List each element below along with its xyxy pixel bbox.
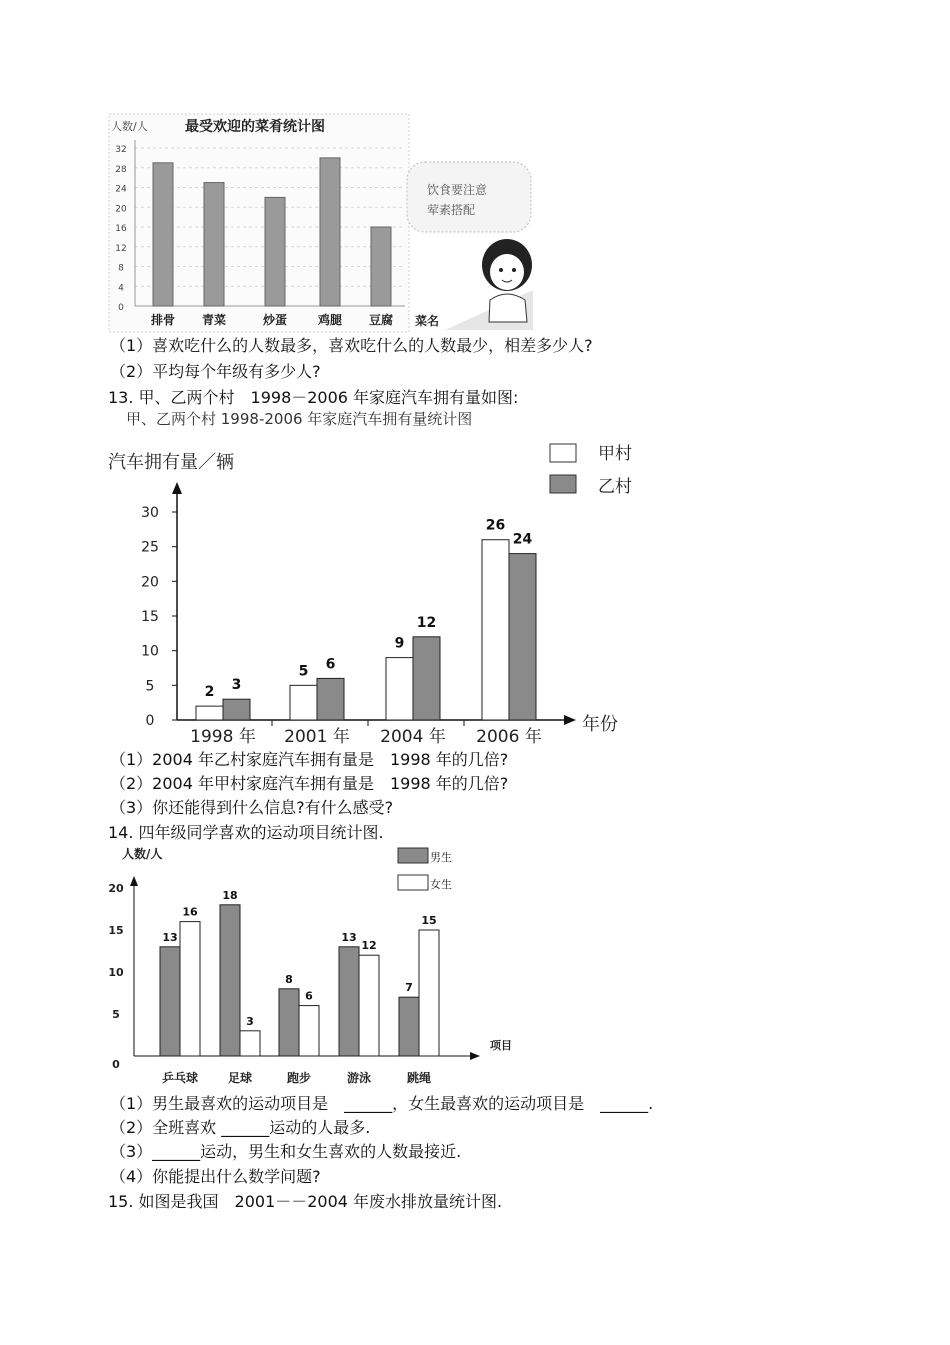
q15-heading: 15. 如图是我国 2001－－2004 年废水排放量统计图. [108, 1192, 503, 1211]
sports-category-label: 足球 [227, 1071, 253, 1085]
dish-bar [371, 227, 391, 306]
dish-category-label: 青菜 [201, 313, 227, 327]
car-bar-jia [196, 706, 223, 720]
sports-data-label: 8 [285, 972, 293, 986]
sports-bar-girl [419, 930, 439, 1056]
dish-xlabel: 菜名 [415, 314, 440, 328]
sports-data-label: 3 [246, 1014, 254, 1028]
legend-swatch-girl [398, 875, 428, 890]
sports-bar-girl [299, 1006, 319, 1056]
car-category-label: 2001 年 [284, 727, 350, 747]
note-line-1: 饮食要注意 [427, 183, 488, 197]
car-chart [100, 432, 640, 750]
car-tick-label: 20 [141, 574, 159, 591]
car-tick-label: 30 [141, 505, 159, 521]
car-data-label: 26 [485, 517, 506, 534]
note-line-2: 荤素搭配 [427, 203, 476, 217]
sports-data-label: 12 [361, 939, 377, 953]
note-cloud [407, 162, 531, 232]
sports-bar-boy [279, 989, 299, 1056]
legend-label-jia: 甲村 [598, 444, 632, 464]
dish-chart [105, 110, 535, 335]
q13-line-1: （1）2004 年乙村家庭汽车拥有量是 1998 年的几倍? [110, 750, 509, 769]
car-data-label: 24 [512, 531, 533, 548]
sports-xlabel: 项目 [490, 1039, 512, 1052]
dish-tick-label: 4 [118, 283, 124, 294]
car-data-label: 9 [394, 635, 405, 652]
dish-tick-label: 32 [115, 145, 127, 155]
sports-data-label: 15 [421, 914, 437, 927]
dish-category-label: 豆腐 [368, 313, 394, 327]
sports-bar-boy [220, 905, 240, 1056]
car-data-label: 12 [416, 614, 437, 631]
sports-data-label: 7 [405, 981, 413, 995]
sports-data-label: 13 [162, 930, 178, 944]
q13-heading: 13. 甲、乙两个村 1998－2006 年家庭汽车拥有量如图: [108, 388, 519, 407]
dish-category-label: 鸡腿 [317, 313, 343, 327]
dish-category-label: 排骨 [150, 313, 176, 327]
car-category-label: 2004 年 [380, 727, 446, 747]
sports-data-label: 13 [341, 930, 357, 944]
car-data-label: 3 [231, 677, 242, 694]
car-tick-label: 15 [141, 609, 159, 625]
legend-swatch-boy [398, 848, 428, 863]
car-bar-jia [386, 658, 413, 720]
dish-tick-label: 12 [115, 243, 127, 254]
dish-tick-label: 16 [115, 224, 127, 234]
sports-bar-girl [240, 1031, 260, 1056]
dish-bar [320, 158, 340, 306]
car-data-label: 2 [204, 684, 215, 701]
dish-tick-label: 28 [115, 164, 127, 175]
q13-line-2: （2）2004 年甲村家庭汽车拥有量是 1998 年的几倍? [110, 774, 509, 793]
car-y-arrow [172, 482, 182, 494]
sports-bar-boy [399, 997, 419, 1056]
car-bar-yi [413, 637, 440, 720]
sports-data-label: 6 [305, 989, 313, 1003]
sports-x-arrow [470, 1052, 480, 1060]
dish-ylabel: 人数/人 [111, 120, 148, 133]
sports-data-label: 18 [222, 888, 238, 902]
legend-label-yi: 乙村 [598, 477, 632, 497]
car-ylabel: 汽车拥有量／辆 [108, 452, 234, 473]
sports-y-arrow [130, 876, 138, 886]
sports-tick-label: 5 [112, 1008, 120, 1021]
q14-line-4: （4）你能提出什么数学问题? [110, 1167, 321, 1186]
dish-tick-label: 0 [118, 303, 124, 313]
dish-tick-label: 8 [118, 263, 124, 274]
q14-line-1: （1）男生最喜欢的运动项目是 ______，女生最喜欢的运动项目是 ______. [110, 1094, 654, 1113]
dish-bar [265, 197, 285, 306]
legend-label-girl: 女生 [430, 878, 452, 891]
car-tick-label: 5 [145, 678, 155, 695]
sports-chart [104, 842, 524, 1092]
dish-chart-title: 最受欢迎的菜肴统计图 [185, 119, 325, 135]
sports-bar-boy [160, 947, 180, 1056]
sports-tick-label: 15 [108, 924, 124, 937]
car-xlabel: 年份 [582, 714, 618, 735]
dish-bar [153, 163, 173, 306]
car-tick-label: 25 [141, 539, 159, 556]
legend-swatch-jia [550, 444, 576, 462]
car-bar-yi [223, 699, 250, 720]
sports-tick-label: 10 [108, 966, 124, 979]
car-category-label: 2006 年 [476, 727, 542, 747]
sports-tick-label: 20 [108, 882, 124, 895]
car-tick-label: 0 [145, 713, 155, 729]
dish-tick-label: 24 [115, 184, 127, 195]
sports-category-label: 跑步 [286, 1071, 312, 1085]
q13-chart-caption: 甲、乙两个村 1998-2006 年家庭汽车拥有量统计图 [126, 410, 473, 428]
q13-line-3: （3）你还能得到什么信息?有什么感受? [110, 798, 394, 817]
car-data-label: 5 [298, 663, 309, 680]
car-bar-jia [482, 540, 509, 720]
car-data-label: 6 [325, 656, 336, 673]
sports-bar-girl [359, 955, 379, 1056]
q12-line-1: （1）喜欢吃什么的人数最多，喜欢吃什么的人数最少，相差多少人? [110, 336, 593, 355]
car-tick-label: 10 [141, 643, 159, 660]
dish-category-label: 炒蛋 [262, 313, 288, 327]
q14-line-2: （2）全班喜欢 ______运动的人最多. [110, 1118, 371, 1137]
car-category-label: 1998 年 [190, 727, 256, 747]
sports-ylabel: 人数/人 [122, 847, 163, 861]
dish-bar [204, 183, 224, 306]
car-bar-yi [317, 678, 344, 720]
sports-data-label: 16 [182, 905, 198, 919]
sports-bar-girl [180, 922, 200, 1056]
car-x-arrow [564, 715, 576, 725]
q12-line-2: （2）平均每个年级有多少人? [110, 362, 321, 381]
sports-category-label: 游泳 [346, 1071, 372, 1085]
car-bar-yi [509, 554, 536, 720]
dish-tick-label: 20 [115, 204, 127, 215]
sports-category-label: 跳绳 [406, 1071, 432, 1085]
q14-line-3: （3）______运动，男生和女生喜欢的人数最接近. [110, 1142, 462, 1161]
car-bar-jia [290, 685, 317, 720]
girl-illustration [445, 239, 533, 330]
sports-bar-boy [339, 947, 359, 1056]
sports-category-label: 乒乓球 [161, 1071, 199, 1085]
q14-heading: 14. 四年级同学喜欢的运动项目统计图. [108, 823, 384, 842]
legend-label-boy: 男生 [430, 851, 452, 864]
legend-swatch-yi [550, 475, 576, 493]
sports-tick-label: 0 [112, 1058, 120, 1071]
